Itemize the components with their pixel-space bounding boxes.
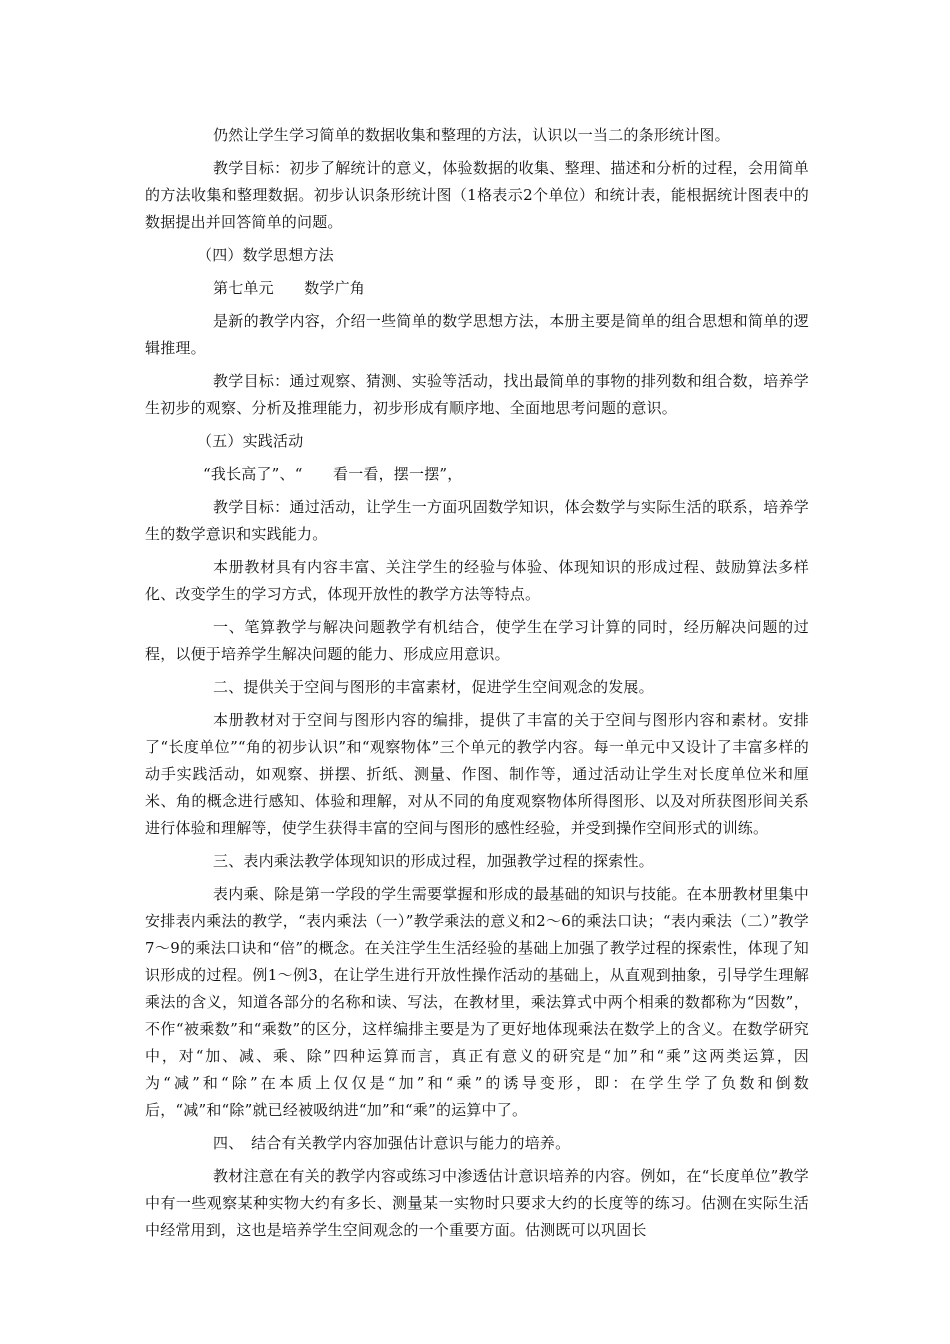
point-3-heading: 三、表内乘法教学体现知识的形成过程，加强教学过程的探索性。 <box>213 852 654 870</box>
section-heading-4: （四）数学思想方法 <box>197 246 334 264</box>
paragraph-9: 教学目标：通过活动，让学生一方面巩固数学知识，体会数学与实际生活的联系，培养学生的数学意识和实践能力。 <box>145 498 809 543</box>
paragraph-1: 仍然让学生学习简单的数据收集和整理的方法，认识以一当二的条形统计图。 <box>213 126 730 144</box>
paragraph-10: 本册教材具有内容丰富、关注学生的经验与体验、体现知识的形成过程、鼓励算法多样化、改变学生的学习方式，体现开放性的教学方法等特点。 <box>145 558 809 603</box>
unit-heading-7: 第七单元 数学广角 <box>213 279 366 297</box>
section-heading-5: （五）实践活动 <box>197 432 304 450</box>
point-4-heading: 四、 结合有关教学内容加强估计意识与能力的培养。 <box>213 1134 571 1152</box>
point-2-heading: 二、提供关于空间与图形的丰富素材，促进学生空间观念的发展。 <box>213 678 654 696</box>
paragraph-6: 教学目标：通过观察、猜测、实验等活动，找出最简单的事物的排列数和组合数，培养学生初步的观察、分析及推理能力，初步形成有顺序地、全面地思考问题的意识。 <box>145 372 809 417</box>
paragraph-15: 表内乘、除是第一学段的学生需要掌握和形成的最基础的知识与技能。在本册教材里集中安排表内乘法的教学，“表内乘法（一）”教学乘法的意义和2～6的乘法口诀；“表内乘法（二）”教学7～9的乘法口诀和“倍”的概念。在关注学生生活经验的基础上加强了教学过程的探索性，体现了知识形成的过程。例1～例3，在让学生进行开放性操作活动的基础上，从直观到抽象，引导学生理解乘法的含义，知道各部分的名称和读、写法，在教材里，乘法算式中两个相乘的数都称为“因数”，不作“被乘数”和“乘数”的区分，这样编排主要是为了更好地体现乘法在数学上的含义。在数学研究中，对“加、减、乘、除”四种运算而言，真正有意义的研究是“加”和“乘”这两类运算，因为“减”和“除”在本质上仅仅是“加”和“乘”的诱导变形，即：在学生学了负数和倒数后，“减”和“除”就已经被吸纳进“加”和“乘”的运算中了。 <box>145 885 809 1119</box>
paragraph-5: 是新的教学内容，介绍一些简单的数学思想方法，本册主要是简单的组合思想和简单的逻辑推理。 <box>145 312 809 357</box>
paragraph-13: 本册教材对于空间与图形内容的编排，提供了丰富的关于空间与图形内容和素材。安排了“长度单位”“角的初步认识”和“观察物体”三个单元的教学内容。每一单元中又设计了丰富多样的动手实践活动，如观察、拼摆、折纸、测量、作图、制作等，通过活动让学生对长度单位米和厘米、角的概念进行感知、体验和理解，对从不同的角度观察物体所得图形、以及对所获图形间关系进行体验和理解等，使学生获得丰富的空间与图形的感性经验，并受到操作空间形式的训练。 <box>145 711 809 837</box>
document-body <box>145 122 809 1244</box>
point-1: 一、笔算教学与解决问题教学有机结合，使学生在学习计算的同时，经历解决问题的过程，以便于培养学生解决问题的能力、形成应用意识。 <box>145 618 809 663</box>
paragraph-2: 教学目标：初步了解统计的意义，体验数据的收集、整理、描述和分析的过程，会用简单的方法收集和整理数据。初步认识条形统计图（1格表示2个单位）和统计表，能根据统计图表中的数据提出并回答简单的问题。 <box>145 159 809 231</box>
activity-titles: “我长高了”、“ 看一看，摆一摆”， <box>203 465 463 483</box>
paragraph-17: 教材注意在有关的教学内容或练习中渗透估计意识培养的内容。例如，在“长度单位”教学中有一些观察某种实物大约有多长、测量某一实物时只要求大约的长度等的练习。估测在实际生活中经常用到，这也是培养学生空间观念的一个重要方面。估测既可以巩固长 <box>145 1167 809 1239</box>
